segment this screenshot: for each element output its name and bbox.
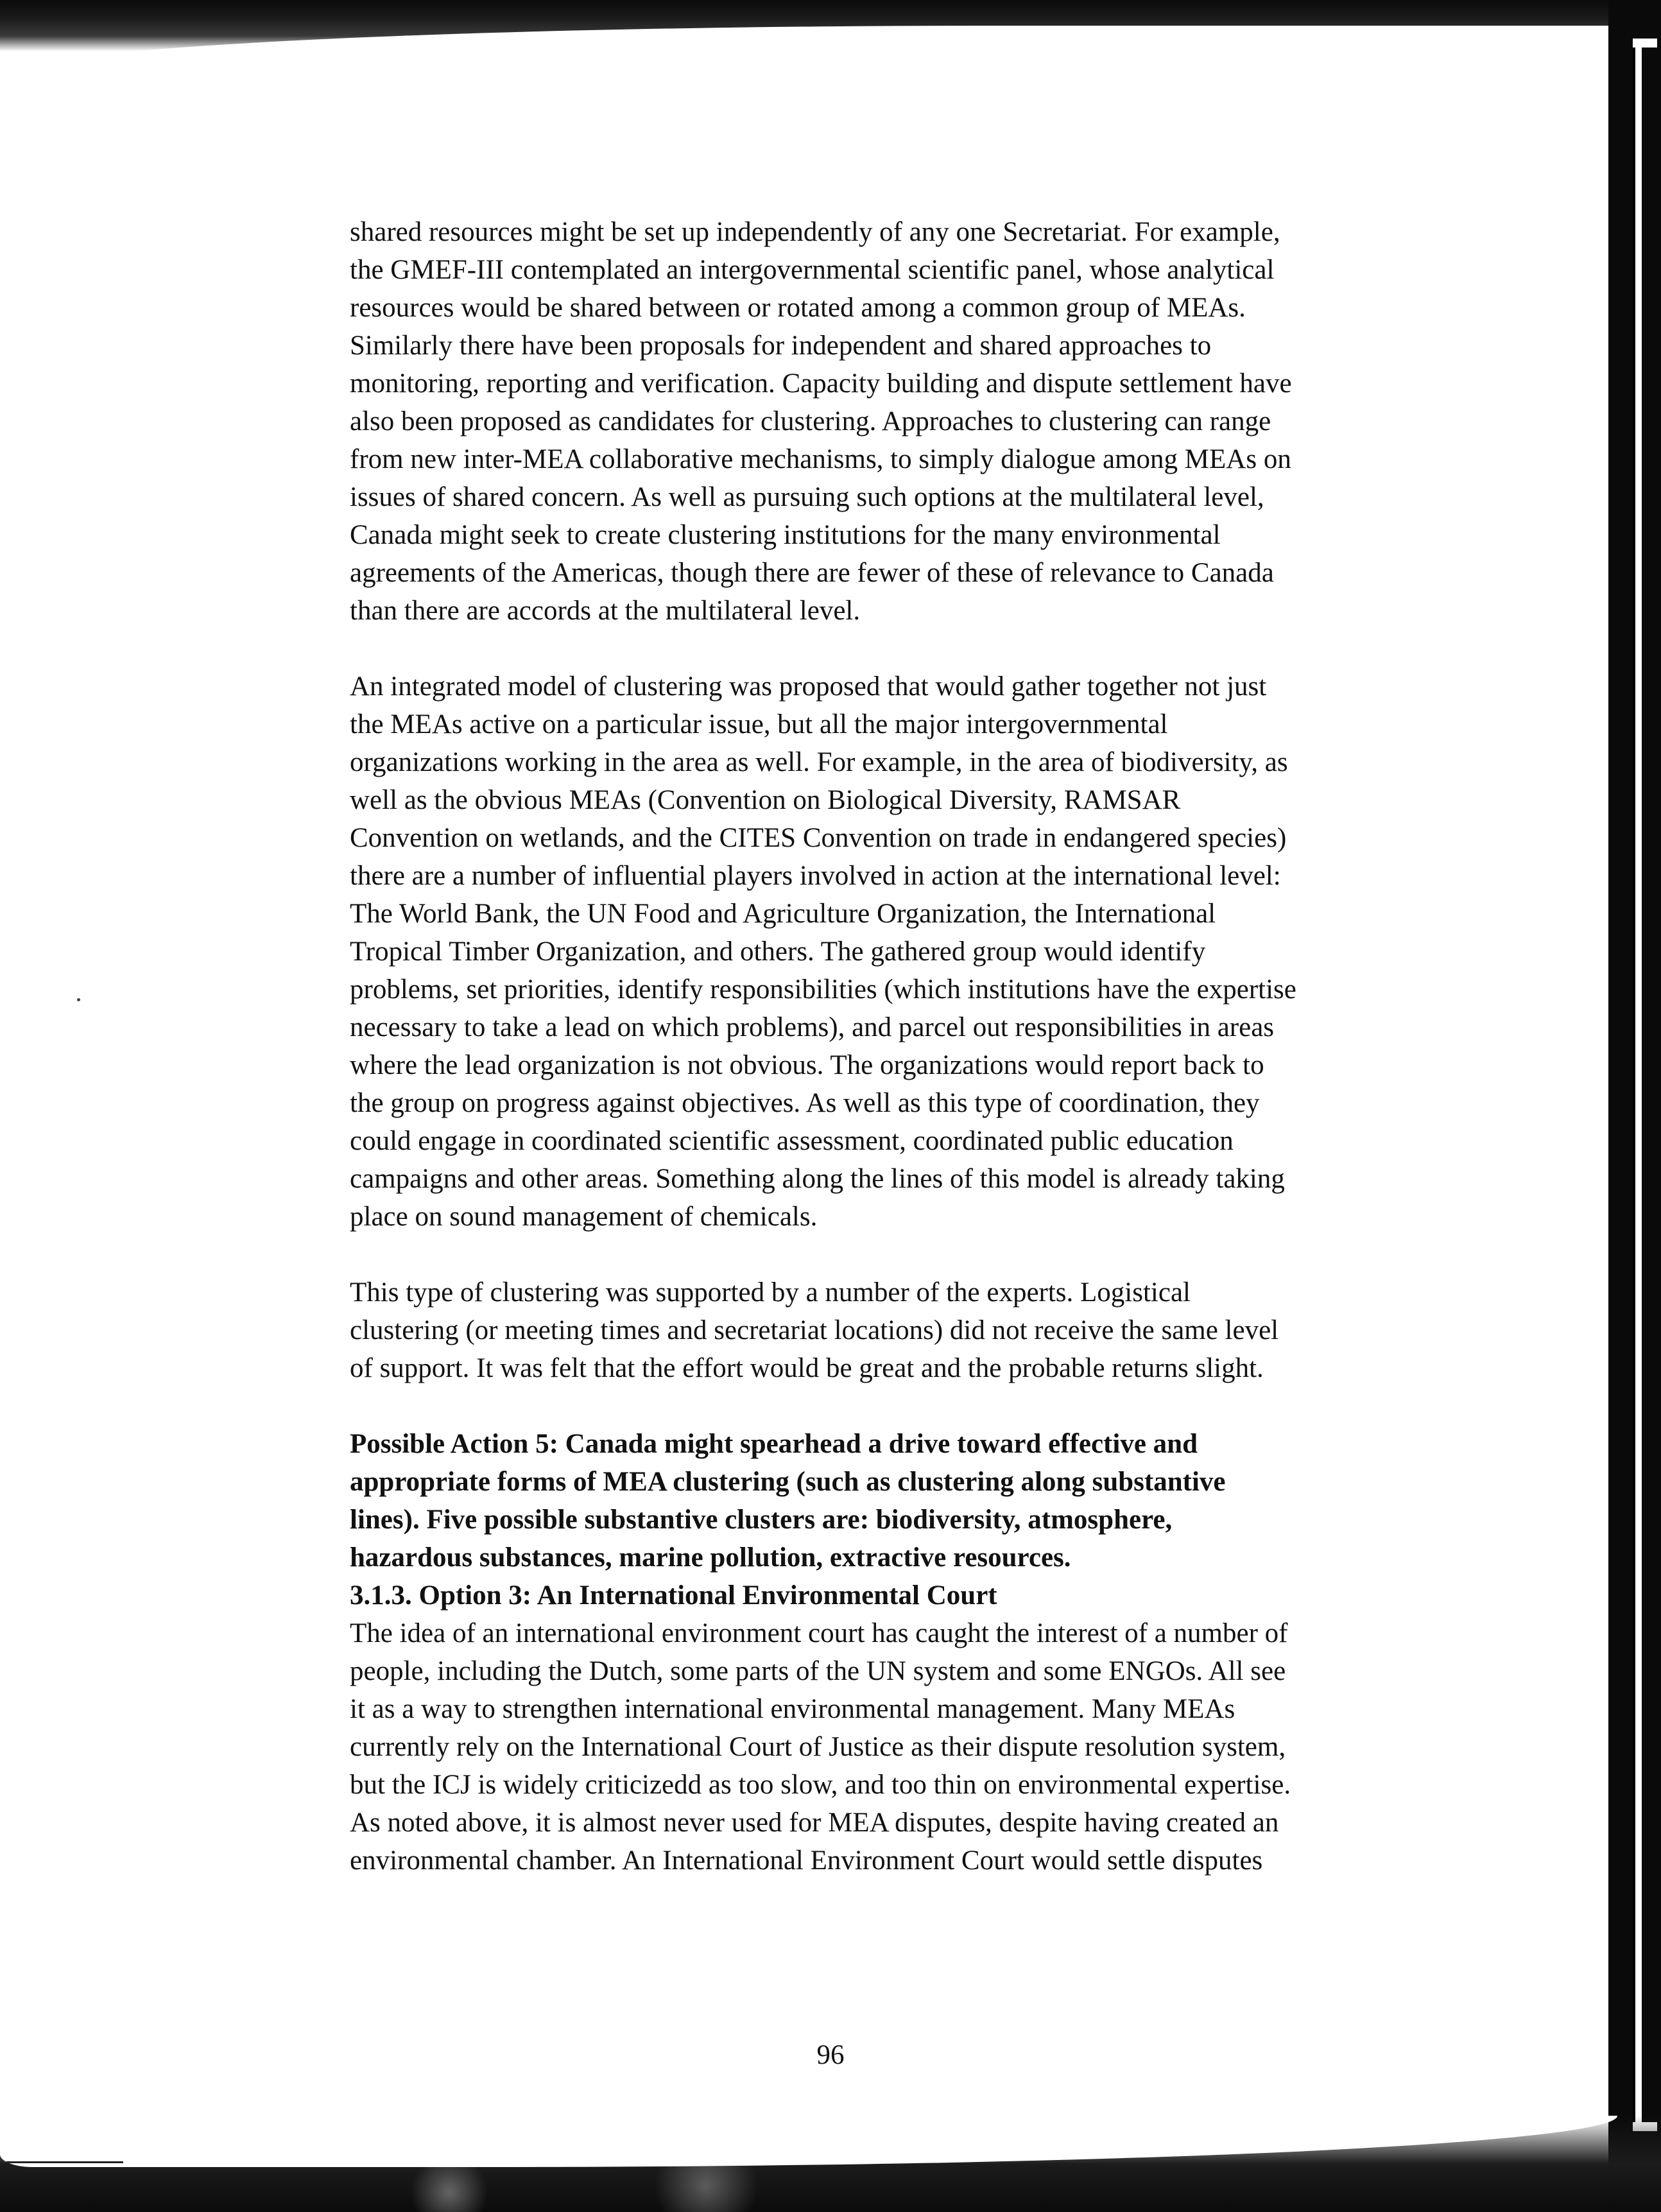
text-line: the MEAs active on a particular issue, but all the major intergovernmental [350, 709, 1168, 739]
text-line: but the ICJ is widely criticizedd as too slow, and too thin on environmental expertise. [350, 1770, 1291, 1800]
text-line: environmental chamber. An International Environment Court would settle disputes [350, 1845, 1263, 1876]
text-line: problems, set priorities, identify responsibilities (which institutions have the expertise [350, 974, 1296, 1005]
text-line: Canada might seek to create clustering institutions for the many environmental [350, 520, 1221, 550]
text-line: there are a number of influential players involved in action at the international level: [350, 861, 1281, 891]
text-line: where the lead organization is not obvious. The organizations would report back to [350, 1050, 1264, 1080]
text-line: The World Bank, the UN Food and Agriculture Organization, the International [350, 899, 1216, 929]
text-line: As noted above, it is almost never used for MEA disputes, despite having created an [350, 1808, 1279, 1838]
page-right-edge [1633, 45, 1642, 2125]
page-right-edge-hook-top [1633, 39, 1657, 48]
text-line: This type of clustering was supported by a number of the experts. Logistical [350, 1277, 1191, 1308]
text-line: necessary to take a lead on which problems), and parcel out responsibilities in areas [350, 1012, 1275, 1042]
text-line: clustering (or meeting times and secretariat locations) did not receive the same level [350, 1315, 1279, 1345]
text-line: could engage in coordinated scientific assessment, coordinated public education [350, 1126, 1234, 1156]
text-line: of support. It was felt that the effort would be great and the probable returns slight. [350, 1353, 1264, 1383]
text-line: currently rely on the International Court of Justice as their dispute resolution system, [350, 1732, 1286, 1762]
text-line: resources would be shared between or rotated among a common group of MEAs. [350, 293, 1246, 323]
text-line: campaigns and other areas. Something along the lines of this model is already taking [350, 1164, 1285, 1194]
text-line: appropriate forms of MEA clustering (such as clustering along substantive [350, 1467, 1226, 1497]
text-line: from new inter-MEA collaborative mechanisms, to simply dialogue among MEAs on [350, 444, 1291, 474]
paragraph-environmental-court [350, 1614, 1499, 1879]
text-line: agreements of the Americas, though there are fewer of these of relevance to Canada [350, 558, 1274, 588]
scan-speck [77, 998, 80, 1001]
paragraph-shared-resources [350, 213, 1499, 630]
text-line: Similarly there have been proposals for independent and shared approaches to [350, 331, 1212, 361]
margin-mark [6, 2161, 173, 2163]
text-line: An integrated model of clustering was proposed that would gather together not just [350, 671, 1267, 702]
text-line: place on sound management of chemicals. [350, 1202, 818, 1232]
text-line: Possible Action 5: Canada might spearhead a drive toward effective and [350, 1429, 1198, 1459]
text-line: shared resources might be set up independently of any one Secretariat. For example, [350, 217, 1280, 247]
text-line: lines). Five possible substantive clusters are: biodiversity, atmosphere, [350, 1505, 1173, 1535]
page-number: 96 [816, 2040, 845, 2070]
text-line: well as the obvious MEAs (Convention on Biological Diversity, RAMSAR [350, 785, 1181, 815]
text-line: issues of shared concern. As well as pursuing such options at the multilateral level, [350, 482, 1264, 512]
document-body [350, 213, 1499, 1879]
section-heading-3-1-3: 3.1.3. Option 3: An International Environmental Court [350, 1580, 997, 1611]
text-line: also been proposed as candidates for clustering. Approaches to clustering can range [350, 406, 1271, 436]
text-line: hazardous substances, marine pollution, extractive resources. [350, 1542, 1071, 1573]
text-line: people, including the Dutch, some parts of the UN system and some ENGOs. All see [350, 1656, 1286, 1686]
text-line: than there are accords at the multilateral level. [350, 596, 861, 626]
paragraph-integrated-model [350, 668, 1499, 1236]
text-line: organizations working in the area as well. For example, in the area of biodiversity, as [350, 747, 1288, 777]
text-line: the group on progress against objectives. As well as this type of coordination, they [350, 1088, 1260, 1118]
possible-action-5 [350, 1425, 1499, 1577]
text-line: it as a way to strengthen international environmental management. Many MEAs [350, 1694, 1235, 1724]
text-line: Convention on wetlands, and the CITES Convention on trade in endangered species) [350, 823, 1287, 853]
text-line: The idea of an international environment court has caught the interest of a number of [350, 1618, 1288, 1648]
text-line: the GMEF-III contemplated an intergovernmental scientific panel, whose analytical [350, 255, 1275, 285]
text-line: Tropical Timber Organization, and others. The gathered group would identify [350, 937, 1206, 967]
paragraph-expert-support [350, 1274, 1499, 1387]
text-line: monitoring, reporting and verification. Capacity building and dispute settlement have [350, 368, 1292, 399]
